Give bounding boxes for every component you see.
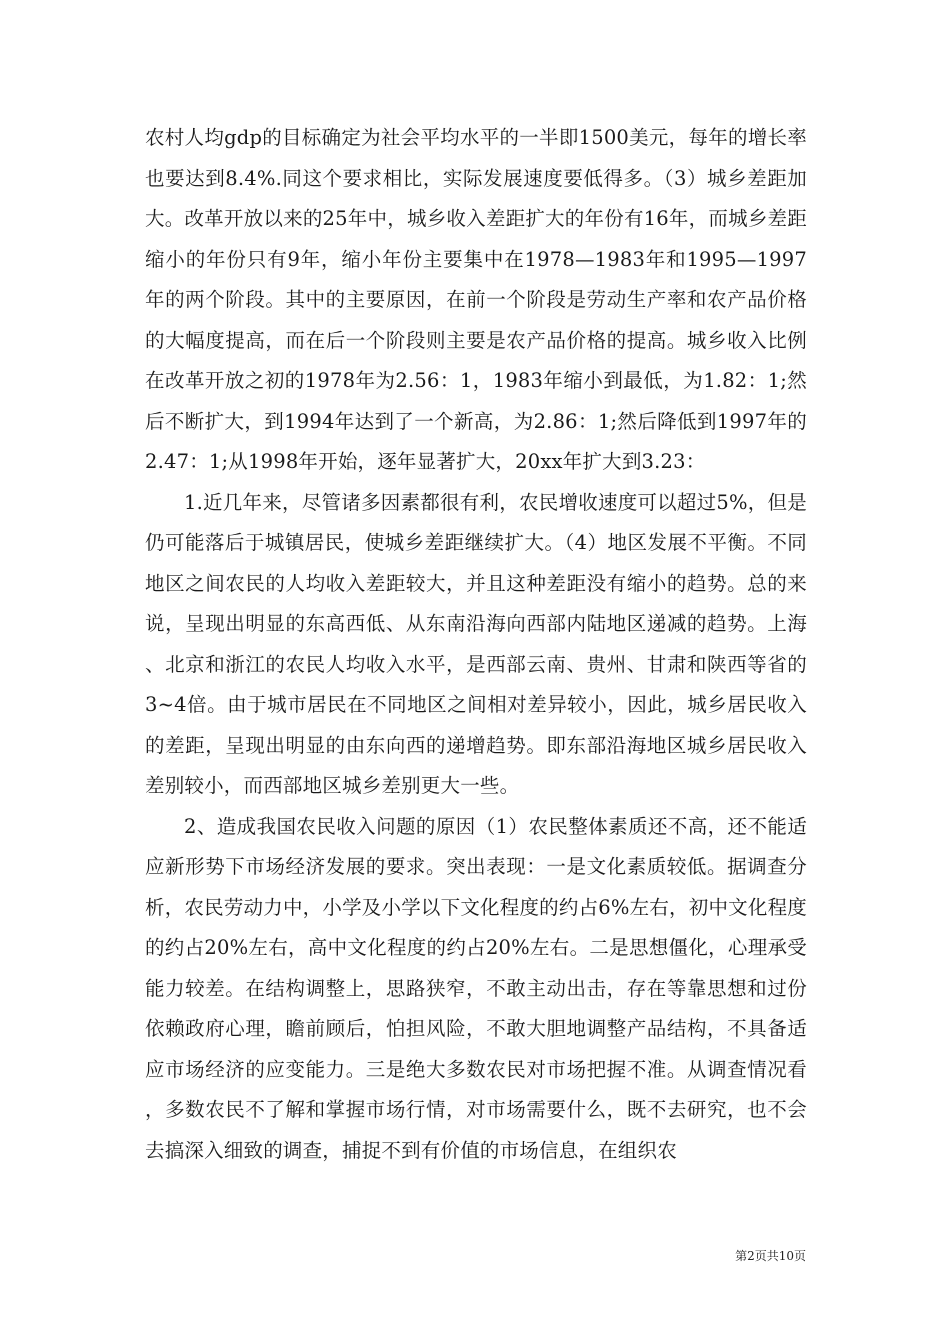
- paragraph-3: 2、造成我国农民收入问题的原因（1）农民整体素质还不高，还不能适应新形势下市场经济发展的要求。突出表现：一是文化素质较低。据调查分析，农民劳动力中，小学及小学以下文化程度的约占6%左右，初中文化程度的约占20%左右，高中文化程度的约占20%左右。二是思想僵化，心理承受能力较差。在结构调整上，思路狭窄，不敢主动出击，存在等靠思想和过份依赖政府心理，瞻前顾后，怕担风险，不敢大胆地调整产品结构，不具备适应市场经济的应变能力。三是绝大多数农民对市场把握不准。从调查情况看，多数农民不了解和掌握市场行情，对市场需要什么，既不去研究，也不会去搞深入细致的调查，捕捉不到有价值的市场信息，在组织农: [145, 814, 807, 1162]
- page-footer: [0, 1248, 950, 1268]
- page-number: 第2页共10页: [735, 1249, 806, 1263]
- body-text: [145, 118, 807, 1171]
- paragraph-2: 1.近几年来，尽管诸多因素都很有利，农民增收速度可以超过5%，但是仍可能落后于城镇居民，使城乡差距继续扩大。（4）地区发展不平衡。不同地区之间农民的人均收入差距较大，并且这种差距没有缩小的趋势。总的来说，呈现出明显的东高西低、从东南沿海向西部内陆地区递减的趋势。上海、北京和浙江的农民人均收入水平，是西部云南、贵州、甘肃和陕西等省的3~4倍。由于城市居民在不同地区之间相对差异较小，因此，城乡居民收入的差距，呈现出明显的由东向西的递增趋势。即东部沿海地区城乡居民收入差别较小，而西部地区城乡差别更大一些。: [145, 490, 807, 797]
- paragraph-1: 农村人均gdp的目标确定为社会平均水平的一半即1500美元，每年的增长率也要达到8.4%.同这个要求相比，实际发展速度要低得多。（3）城乡差距加大。改革开放以来的25年中，城乡收入差距扩大的年份有16年，而城乡差距缩小的年份只有9年，缩小年份主要集中在1978—1983年和1995—1997年的两个阶段。其中的主要原因，在前一个阶段是劳动生产率和农产品价格的大幅度提高，而在后一个阶段则主要是农产品价格的提高。城乡收入比例在改革开放之初的1978年为2.56：1，1983年缩小到最低，为1.82：1;然后不断扩大，到1994年达到了一个新高，为2.86：1;然后降低到1997年的2.47：1;从1998年开始，逐年显著扩大，20xx年扩大到3.23：: [145, 126, 807, 473]
